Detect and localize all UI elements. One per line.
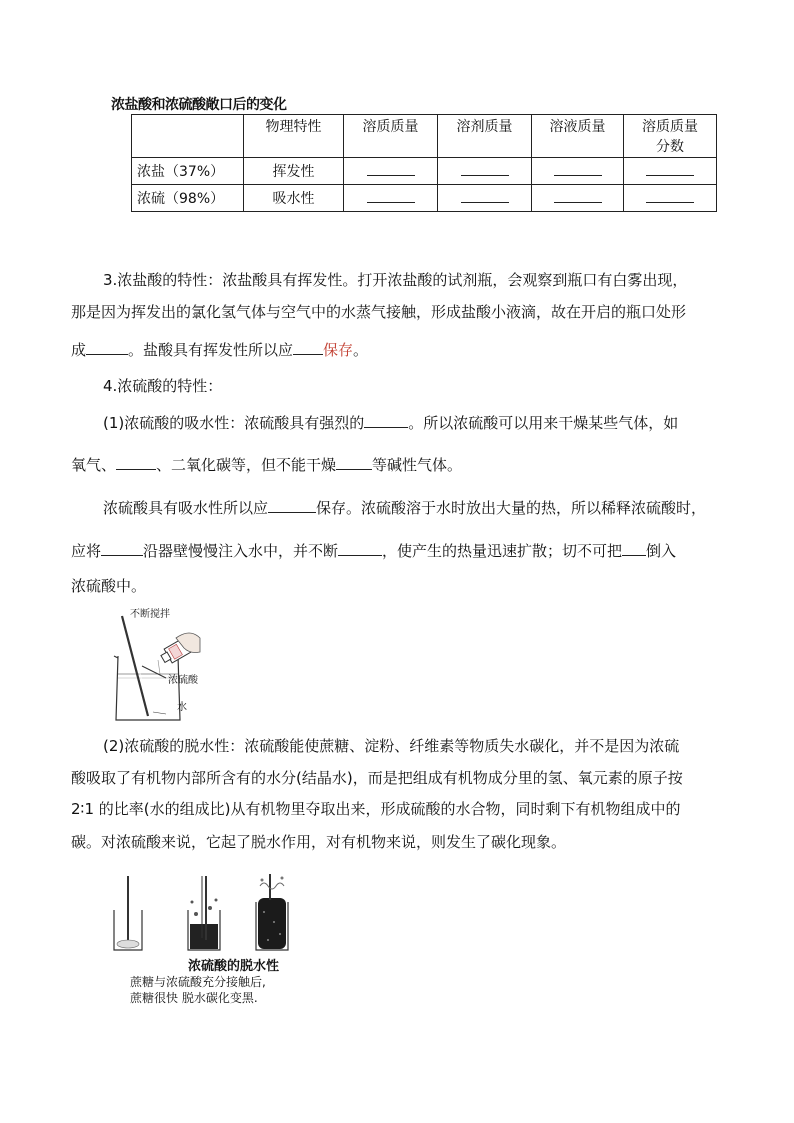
blank-cell xyxy=(624,185,717,212)
paragraph-3-line-1: 3.浓盐酸的特性：浓盐酸具有挥发性。打开浓盐酸的试剂瓶，会观察到瓶口有白雾出现， xyxy=(103,271,688,289)
beaker-3 xyxy=(256,874,288,950)
figure-2-caption-line-1: 蔗糖与浓硫酸充分接触后, xyxy=(130,975,266,989)
blank-cell xyxy=(344,185,438,212)
paragraph-7-line-1: (2)浓硫酸的脱水性：浓硫酸能使蔗糖、淀粉、纤维素等物质失水碳化，并不是因为浓硫 xyxy=(103,737,680,755)
blank-cell xyxy=(344,158,438,185)
paragraph-5-line-1: (1)浓硫酸的吸水性：浓硫酸具有强烈的 。所以浓硫酸可以用来干燥某些气体，如 xyxy=(103,414,679,432)
paragraph-7-line-2: 酸吸取了有机物内部所含有的水分(结晶水)，而是把组成有机物成分里的氢、氧元素的原子按 xyxy=(71,769,683,787)
properties-table xyxy=(131,114,717,212)
dehydration-figure xyxy=(106,872,306,954)
row-name: 浓硫（98%） xyxy=(132,185,244,212)
paragraph-7-line-3: 2∶1 的比率(水的组成比)从有机物里夺取出来，形成硫酸的水合物，同时剩下有机物组成中的 xyxy=(71,800,681,818)
beaker-1 xyxy=(114,876,142,950)
paragraph-6-line-1: 浓硫酸具有吸水性所以应 保存。浓硫酸溶于水时放出大量的热，所以稀释浓硫酸时， xyxy=(103,499,707,517)
figure-2-title: 浓硫酸的脱水性 xyxy=(188,959,280,974)
header-mass-fraction: 溶质质量 分数 xyxy=(624,115,717,158)
row-name: 浓盐（37%） xyxy=(132,158,244,185)
beaker-outline xyxy=(116,656,180,720)
glass-rod xyxy=(122,616,148,716)
figure-acid-label: 浓硫酸 xyxy=(168,675,198,686)
paragraph-3-line-3: 成 。盐酸具有挥发性所以应 保存。 xyxy=(71,341,369,359)
header-solvent-mass: 溶剂质量 xyxy=(438,115,532,158)
paragraph-6-line-2: 应将 沿器壁慢慢注入水中，并不断 ，使产生的热量迅速扩散；切不可把 倒入 xyxy=(71,542,677,560)
paragraph-6-line-3: 浓硫酸中。 xyxy=(71,577,147,595)
header-physical-property: 物理特性 xyxy=(244,115,344,158)
paragraph-7-line-4: 碳。对浓硫酸来说，它起了脱水作用，对有机物来说，则发生了碳化现象。 xyxy=(71,833,567,851)
figure-water-label: 水 xyxy=(177,702,187,713)
header-solution-mass: 溶液质量 xyxy=(532,115,624,158)
section-title: 浓盐酸和浓硫酸敞口后的变化 xyxy=(111,97,287,113)
blank-cell xyxy=(438,185,532,212)
header-empty xyxy=(132,115,244,158)
figure-stir-label: 不断搅拌 xyxy=(130,609,170,620)
table-row xyxy=(132,158,717,185)
row-property: 吸水性 xyxy=(244,185,344,212)
blank-cell xyxy=(438,158,532,185)
dilution-figure xyxy=(104,608,204,723)
row-property: 挥发性 xyxy=(244,158,344,185)
beaker-2 xyxy=(188,876,220,950)
paragraph-4: 4.浓硫酸的特性： xyxy=(103,377,223,395)
blank-cell xyxy=(532,158,624,185)
paragraph-3-line-2: 那是因为挥发出的氯化氢气体与空气中的水蒸气接触，形成盐酸小液滴，故在开启的瓶口处形 xyxy=(71,303,687,321)
table-row xyxy=(132,185,717,212)
paragraph-5-line-2: 氧气、 、二氧化碳等，但不能干燥 等碱性气体。 xyxy=(71,456,463,474)
table-header-row xyxy=(132,115,717,158)
blank-cell xyxy=(532,185,624,212)
header-solute-mass: 溶质质量 xyxy=(344,115,438,158)
figure-2-caption-line-2: 蔗糖很快 脱水碳化变黑. xyxy=(130,991,258,1005)
blank-cell xyxy=(624,158,717,185)
